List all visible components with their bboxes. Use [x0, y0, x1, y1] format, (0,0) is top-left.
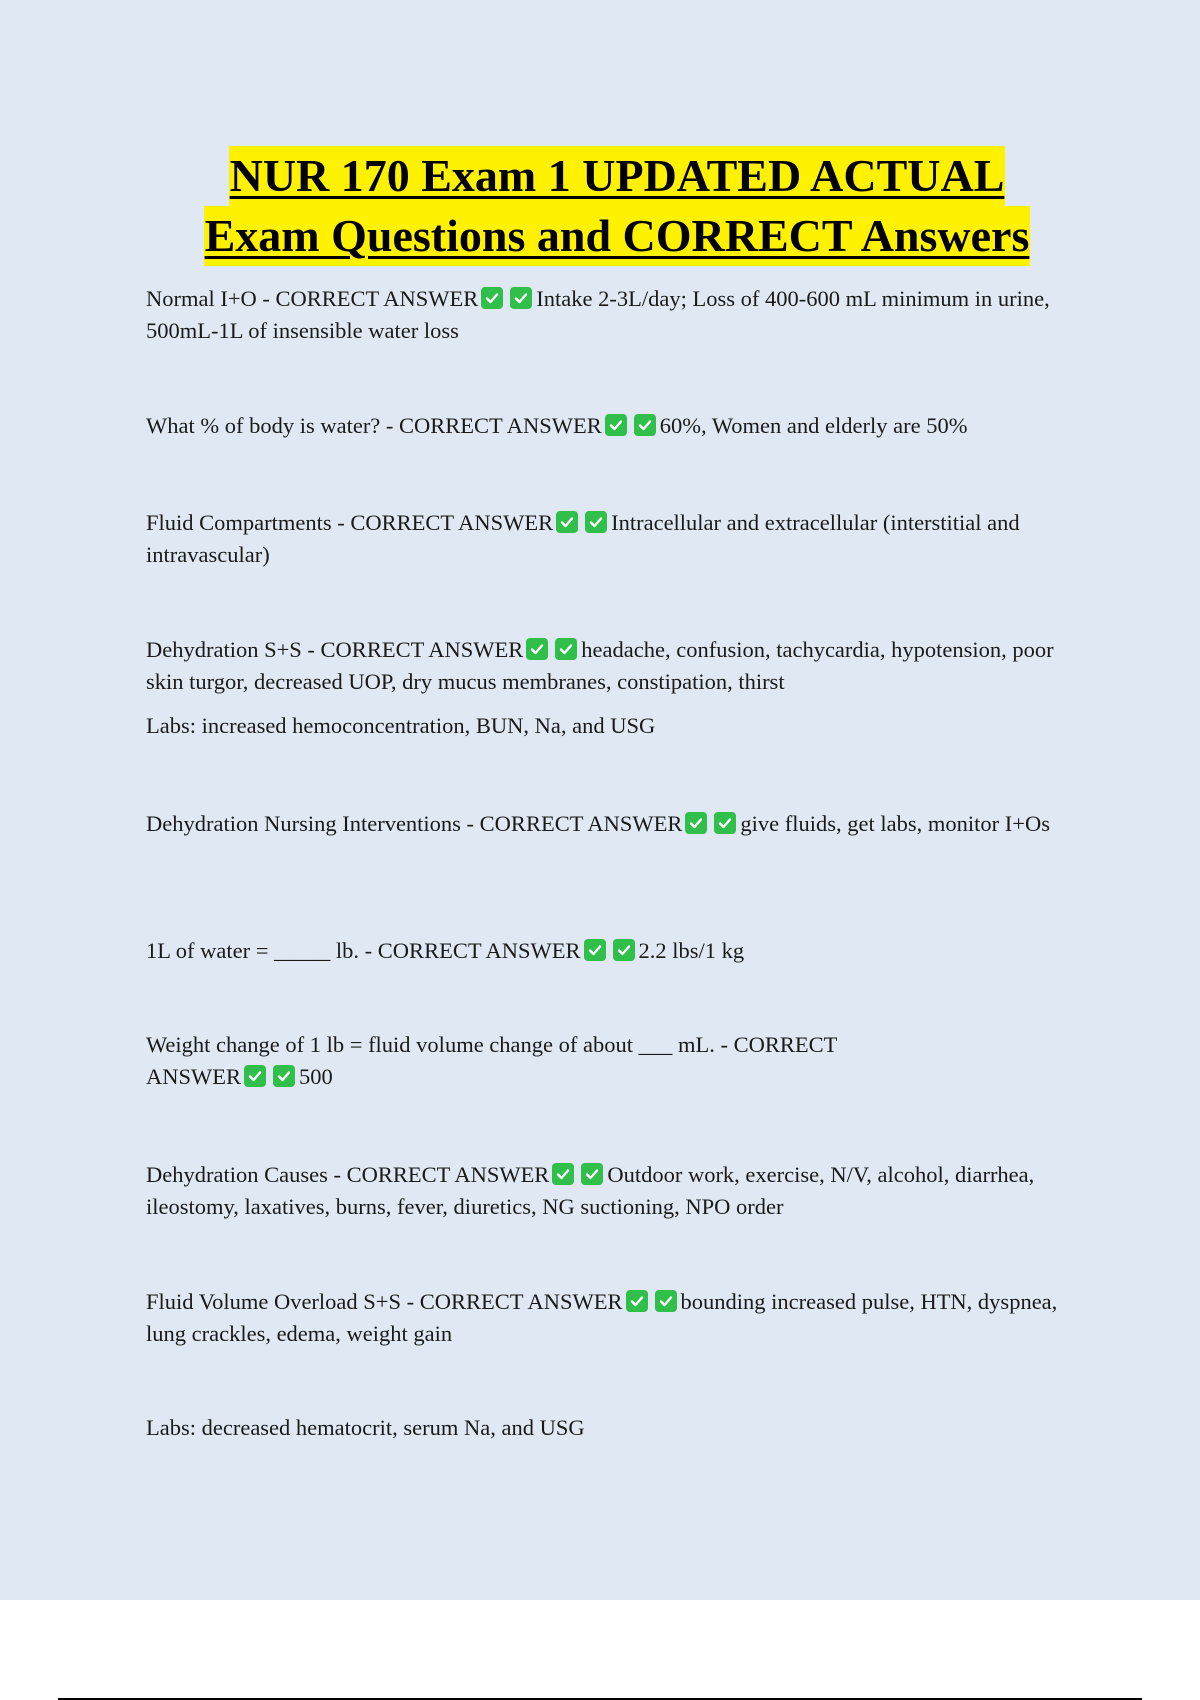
qa-answer: Intake 2-3L/day; Loss of 400-600 mL minimum in urine, 500mL-1L of insensible water loss	[146, 286, 1050, 343]
qa-answer: Intracellular and extracellular (interstitial and intravascular)	[146, 510, 1020, 567]
document-title	[0, 146, 1200, 266]
qa-answer: give fluids, get labs, monitor I+Os	[740, 811, 1050, 836]
check-box-icon	[626, 1290, 648, 1312]
qa-item	[146, 1286, 1091, 1350]
qa-item	[146, 634, 1091, 698]
check-box-icon	[510, 287, 532, 309]
qa-item	[146, 808, 1091, 840]
qa-note: Labs: increased hemoconcentration, BUN, Na, and USG	[146, 713, 656, 738]
qa-item	[146, 935, 1091, 967]
qa-question: Fluid Volume Overload S+S - CORRECT ANSWER	[146, 1289, 623, 1314]
qa-answer: 2.2 lbs/1 kg	[638, 938, 745, 963]
qa-question: Dehydration Causes - CORRECT ANSWER	[146, 1162, 550, 1187]
check-box-icon	[605, 414, 627, 436]
qa-item	[146, 1029, 926, 1093]
qa-item	[146, 410, 1091, 442]
check-box-icon	[613, 939, 635, 961]
qa-answer: bounding increased pulse, HTN, dyspnea, lung crackles, edema, weight gain	[146, 1289, 1058, 1346]
check-box-icon	[581, 1163, 603, 1185]
check-box-icon	[585, 511, 607, 533]
qa-answer: 60%, Women and elderly are 50%	[659, 413, 968, 438]
qa-item	[146, 1159, 1091, 1223]
check-box-icon	[481, 287, 503, 309]
title-line-1: NUR 170 Exam 1 UPDATED ACTUAL	[229, 146, 1006, 206]
check-box-icon	[552, 1163, 574, 1185]
qa-item	[146, 507, 1091, 571]
check-box-icon	[685, 812, 707, 834]
check-box-icon	[714, 812, 736, 834]
qa-question: Normal I+O - CORRECT ANSWER	[146, 286, 479, 311]
check-box-icon	[655, 1290, 677, 1312]
qa-question: Dehydration S+S - CORRECT ANSWER	[146, 637, 524, 662]
title-line-2: Exam Questions and CORRECT Answers	[204, 206, 1031, 266]
check-box-icon	[244, 1065, 266, 1087]
check-box-icon	[634, 414, 656, 436]
qa-question: What % of body is water? - CORRECT ANSWER	[146, 413, 602, 438]
check-box-icon	[584, 939, 606, 961]
qa-item	[146, 283, 1091, 347]
qa-answer: headache, confusion, tachycardia, hypotension, poor skin turgor, decreased UOP, dry mucus membranes, constipation, thirst	[146, 637, 1054, 694]
check-box-icon	[556, 511, 578, 533]
labs-note: Labs: decreased hematocrit, serum Na, and USG	[146, 1415, 585, 1440]
qa-question: Dehydration Nursing Interventions - CORRECT ANSWER	[146, 811, 683, 836]
check-box-icon	[555, 638, 577, 660]
qa-question: Fluid Compartments - CORRECT ANSWER	[146, 510, 554, 535]
qa-question: Weight change of 1 lb = fluid volume change of about ___ mL. - CORRECT ANSWER	[146, 1032, 837, 1089]
qa-question: 1L of water = _____ lb. - CORRECT ANSWER	[146, 938, 581, 963]
qa-answer: Outdoor work, exercise, N/V, alcohol, diarrhea, ileostomy, laxatives, burns, fever, diuretics, NG suctioning, NPO order	[146, 1162, 1035, 1219]
qa-answer: 500	[299, 1064, 333, 1089]
check-box-icon	[526, 638, 548, 660]
check-box-icon	[273, 1065, 295, 1087]
